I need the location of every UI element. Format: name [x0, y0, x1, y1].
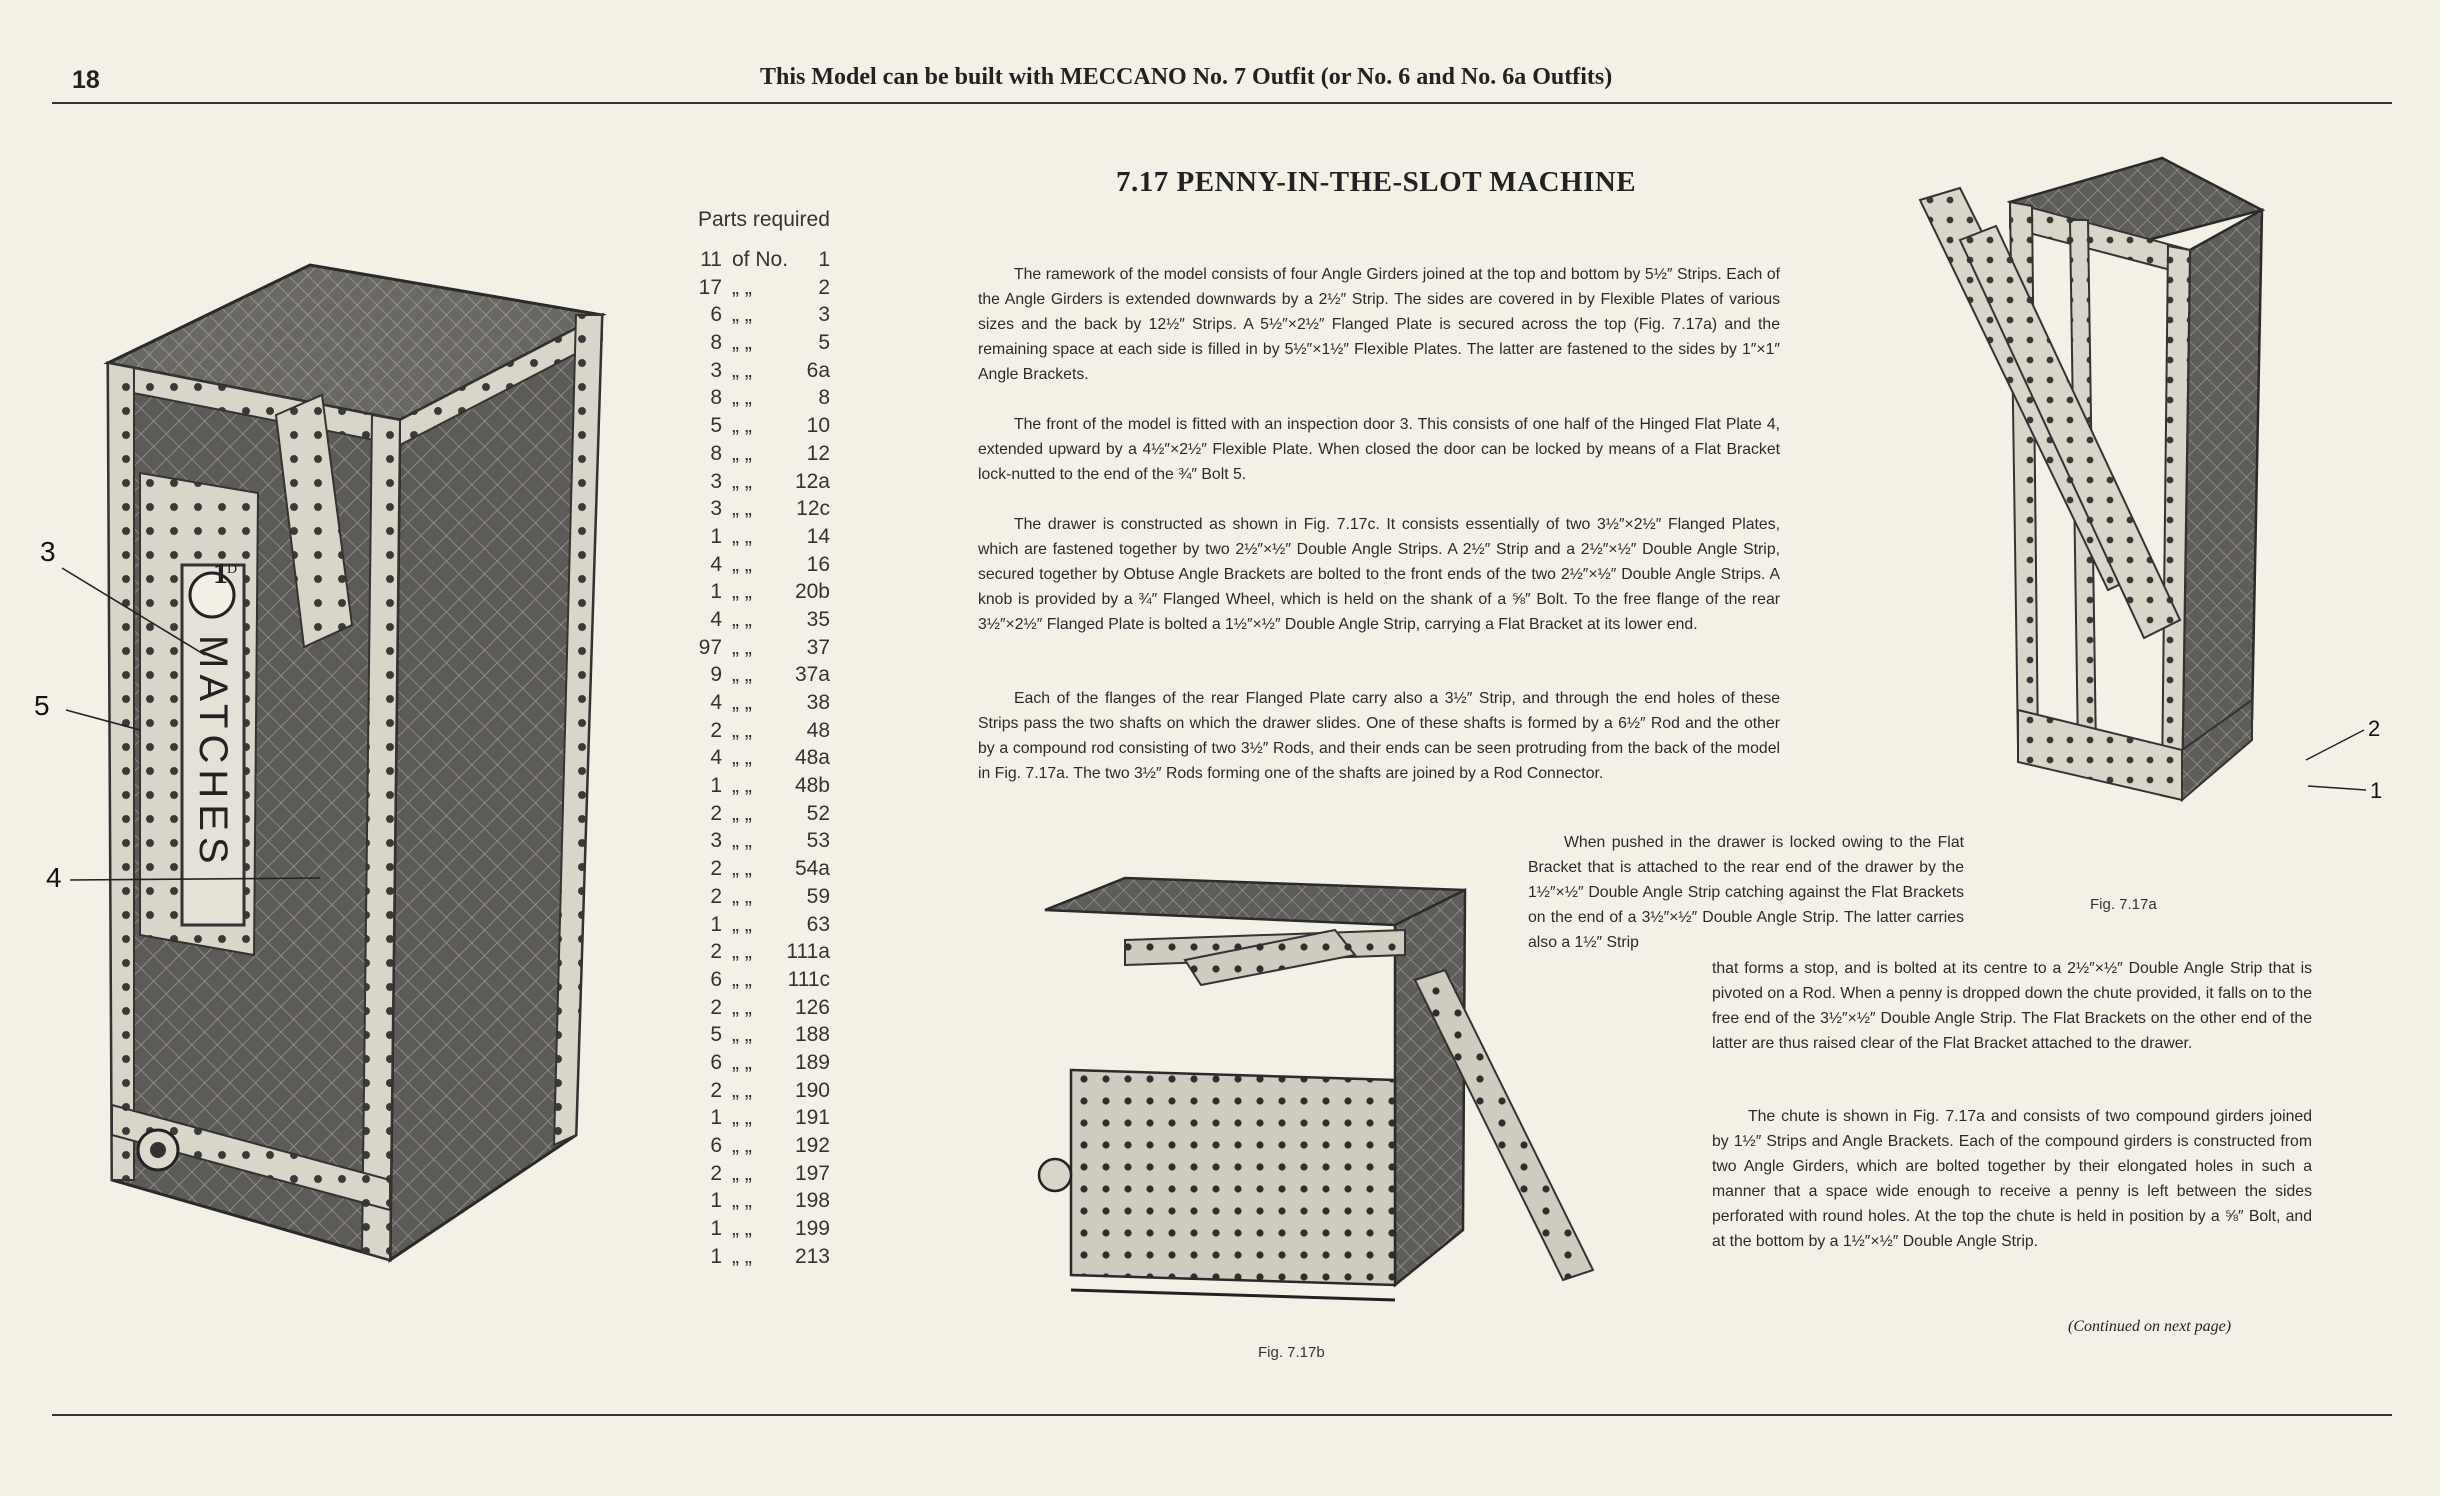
parts-of: „ „	[732, 303, 752, 327]
parts-row	[690, 606, 846, 634]
parts-qty: 6	[710, 1134, 722, 1157]
parts-number: 37	[806, 635, 830, 659]
sign-price-sup: D	[227, 562, 238, 577]
parts-of: „ „	[732, 331, 752, 355]
parts-qty: 2	[710, 718, 722, 742]
parts-qty: 3	[710, 497, 722, 521]
fig-a-leaders	[2300, 726, 2380, 796]
parts-of: „ „	[732, 441, 752, 465]
parts-row	[690, 1243, 846, 1271]
parts-of: „ „	[732, 801, 752, 825]
caption-fig-7-17a: Fig. 7.17a	[2090, 896, 2157, 913]
paragraph-drawer: The drawer is constructed as shown in Fig. 7.17c. It consists essentially of two 3½″×2½″ Flanged Plates, which are fastened together by two 2½″×½″ Double Angle Strips. A 2½″ Strip and a 2½″×½″ Double Angle Strip, secured together by Obtuse Angle Brackets are bolted to the front ends of the two 2½″×½″ Double Angle Strips. A knob is provided by a ¾″ Flanged Wheel, which is held on the shank of a ⅝″ Bolt. To the free flange of the rear 3½″×2½″ Flanged Plate is bolted a 1½″×½″ Double Angle Strip, carrying a Flat Bracket at its lower end.	[978, 516, 1780, 633]
parts-number: 2	[818, 275, 830, 299]
parts-row	[690, 329, 846, 357]
parts-of: „ „	[732, 635, 752, 659]
parts-qty: 3	[710, 358, 722, 382]
parts-number: 189	[794, 1050, 830, 1074]
parts-number: 14	[806, 524, 830, 548]
parts-of: „ „	[732, 691, 752, 714]
parts-of: „ „	[732, 746, 752, 770]
parts-of: „ „	[732, 1078, 752, 1102]
parts-number: 54a	[794, 857, 830, 881]
parts-qty: 2	[710, 940, 722, 964]
running-title: This Model can be built with MECCANO No. 7 Outfit (or No. 6 and No. 6a Outfits)	[760, 64, 1613, 90]
parts-row	[690, 1160, 846, 1188]
paragraph-front-door: The front of the model is fitted with an inspection door 3. This consists of one half of the Hinged Flat Plate 4, extended upward by a 4½″×2½″ Flexible Plate. When closed the door can be locked by means of a Flat Bracket lock-nutted to the end of the ¾″ Bolt 5.	[978, 416, 1780, 483]
paragraph-locking-b: that forms a stop, and is bolted at its centre to a 2½″×½″ Double Angle Strip that is pivoted on a Rod. When a penny is dropped down the chute provided, it falls on to the free end of the 3½″×½″ Double Angle Strip. The Flat Brackets on the other end of the latter are thus raised clear of the Flat Bracket attached to the drawer.	[1712, 960, 2312, 1052]
callout-5: 5	[34, 690, 50, 721]
parts-row	[690, 274, 846, 302]
parts-number: 63	[806, 912, 830, 936]
parts-number: 199	[794, 1217, 830, 1241]
parts-row	[690, 1104, 846, 1132]
parts-of: „ „	[732, 1244, 752, 1268]
parts-of: „ „	[732, 1106, 752, 1130]
parts-of: „ „	[732, 940, 752, 964]
paragraph-chute: The chute is shown in Fig. 7.17a and consists of two compound girders joined by 1½″ Strips and Angle Brackets. Each of the compound girders is constructed from two Angle Girders, which are bolted together by their elongated holes in such a manner that a space wide enough to receive a penny is left between the sides perforated with round holes. At the top the chute is held in position by a ⅝″ Bolt, and at the bottom by a 1½″×½″ Double Angle Strip.	[1712, 1108, 2312, 1250]
parts-of: „ „	[732, 552, 752, 576]
parts-of: „ „	[732, 414, 752, 438]
parts-qty: 8	[710, 441, 722, 465]
parts-number: 53	[806, 829, 830, 853]
parts-row	[690, 938, 846, 966]
paragraph-framework: The ramework of the model consists of four Angle Girders joined at the top and bottom by 5½″ Strips. Each of the Angle Girders is extended downwards by a 2½″ Strip. The sides are covered in by Flexible Plates of various sizes and the back by 12½″ Strips. A 5½″×2½″ Flanged Plate is secured across the top (Fig. 7.17a) and the remaining space at each side is filled in by 5½″×1½″ Flexible Plates. The latter are fastened to the sides by 1″×1″ Angle Brackets.	[978, 266, 1780, 383]
parts-number: 3	[818, 303, 830, 327]
parts-qty: 1	[710, 580, 722, 604]
page-number: 18	[72, 66, 100, 94]
parts-qty: 6	[710, 1050, 722, 1074]
parts-qty: 8	[710, 331, 722, 355]
parts-number: 48a	[794, 746, 830, 770]
parts-number: 12c	[796, 497, 830, 521]
parts-number: 20b	[794, 580, 830, 604]
parts-heading: Parts required	[698, 208, 830, 231]
parts-number: 191	[794, 1106, 830, 1130]
parts-qty: 1	[710, 1106, 722, 1130]
parts-number: 12a	[794, 469, 830, 493]
parts-row	[690, 357, 846, 385]
parts-number: 188	[794, 1023, 830, 1047]
parts-list	[690, 246, 846, 1270]
parts-qty: 1	[710, 1217, 722, 1241]
parts-qty: 1	[710, 1189, 722, 1213]
parts-of: „ „	[732, 857, 752, 881]
parts-row	[690, 883, 846, 911]
parts-of: „ „	[732, 1217, 752, 1241]
parts-row	[690, 800, 846, 828]
parts-qty: 2	[710, 1161, 722, 1185]
parts-number: 10	[806, 414, 830, 438]
parts-of: „ „	[732, 1161, 752, 1185]
caption-fig-7-17b: Fig. 7.17b	[1258, 1344, 1325, 1361]
parts-number: 37a	[794, 663, 830, 687]
parts-row	[690, 384, 846, 412]
parts-qty: 2	[710, 995, 722, 1019]
parts-row	[690, 772, 846, 800]
parts-of: „ „	[732, 718, 752, 742]
parts-number: 59	[806, 884, 830, 908]
parts-row	[690, 827, 846, 855]
parts-number: 192	[794, 1134, 830, 1157]
paragraph-flanges: Each of the flanges of the rear Flanged Plate carry also a 3½″ Strip, and through the end holes of these Strips pass the two shafts on which the drawer slides. One of these shafts is formed by a 6½″ Rod and the other by a compound rod consisting of two 3½″ Rods, and their ends can be seen protruding from the back of the model in Fig. 7.17a. The two 3½″ Rods forming one of the shafts are joined by a Rod Connector.	[978, 690, 1780, 782]
parts-number: 6a	[806, 358, 830, 382]
sign-price: 1	[213, 557, 228, 590]
parts-qty: 3	[710, 469, 722, 493]
parts-of: „ „	[732, 995, 752, 1019]
callout-3: 3	[40, 536, 56, 567]
parts-qty: 17	[698, 275, 722, 299]
parts-row	[690, 1049, 846, 1077]
parts-number: 213	[794, 1244, 830, 1268]
parts-number: 1	[818, 248, 830, 271]
parts-qty: 1	[710, 1244, 722, 1268]
continued-note: (Continued on next page)	[2068, 1318, 2232, 1335]
parts-qty: 5	[710, 1023, 722, 1047]
parts-row	[690, 717, 846, 745]
page-title: 7.17 PENNY-IN-THE-SLOT MACHINE	[1116, 166, 1637, 198]
parts-number: 190	[794, 1078, 830, 1102]
parts-qty: 4	[710, 552, 722, 576]
parts-qty: 11	[700, 248, 722, 271]
parts-row	[690, 1187, 846, 1215]
parts-row	[690, 994, 846, 1022]
parts-of: „ „	[732, 884, 752, 908]
parts-qty: 4	[710, 607, 722, 631]
parts-row	[690, 578, 846, 606]
callout-leaders	[40, 540, 340, 900]
parts-qty: 4	[710, 691, 722, 714]
parts-row	[690, 911, 846, 939]
parts-of: „ „	[732, 1189, 752, 1213]
parts-of: of No.	[732, 248, 789, 271]
parts-of: „ „	[732, 663, 752, 687]
parts-qty: 6	[710, 303, 722, 327]
callout-1: 1	[2370, 778, 2383, 803]
parts-qty: 8	[710, 386, 722, 410]
parts-number: 48	[806, 718, 830, 742]
parts-row	[690, 855, 846, 883]
parts-qty: 3	[710, 829, 722, 853]
callout-4: 4	[46, 862, 62, 893]
parts-of: „ „	[732, 580, 752, 604]
fig-7-17a-illustration	[1900, 150, 2360, 850]
footer-rule	[52, 1414, 2392, 1416]
parts-of: „ „	[732, 774, 752, 798]
parts-qty: 5	[710, 414, 722, 438]
parts-of: „ „	[732, 469, 752, 493]
parts-number: 35	[806, 607, 830, 631]
parts-row	[690, 689, 846, 717]
parts-qty: 1	[710, 524, 722, 548]
parts-of: „ „	[732, 829, 752, 853]
parts-qty: 1	[710, 774, 722, 798]
sign-matches-text: MATCHES	[191, 635, 235, 870]
parts-row	[690, 523, 846, 551]
parts-row	[690, 468, 846, 496]
parts-number: 38	[806, 691, 830, 714]
parts-number: 126	[794, 995, 830, 1019]
header-rule	[52, 102, 2392, 104]
parts-row	[690, 634, 846, 662]
parts-row	[690, 744, 846, 772]
parts-row	[690, 551, 846, 579]
parts-of: „ „	[732, 1023, 752, 1047]
parts-of: „ „	[732, 1050, 752, 1074]
parts-row	[690, 440, 846, 468]
parts-number: 52	[806, 801, 830, 825]
parts-qty: 2	[710, 1078, 722, 1102]
parts-qty: 2	[710, 884, 722, 908]
parts-number: 111a	[786, 940, 830, 964]
parts-qty: 9	[710, 663, 722, 687]
parts-qty: 1	[710, 912, 722, 936]
parts-of: „ „	[732, 386, 752, 410]
parts-number: 5	[818, 331, 830, 355]
parts-of: „ „	[732, 912, 752, 936]
parts-row	[690, 246, 846, 274]
parts-of: „ „	[732, 607, 752, 631]
parts-number: 8	[818, 386, 830, 410]
parts-qty: 6	[710, 967, 722, 991]
parts-number: 111c	[787, 967, 830, 991]
parts-row	[690, 661, 846, 689]
parts-row	[690, 301, 846, 329]
parts-row	[690, 1215, 846, 1243]
parts-of: „ „	[732, 524, 752, 548]
parts-number: 197	[794, 1161, 830, 1185]
parts-number: 48b	[794, 774, 830, 798]
parts-qty: 4	[710, 746, 722, 770]
parts-row	[690, 1132, 846, 1160]
parts-of: „ „	[732, 1134, 752, 1157]
parts-number: 198	[794, 1189, 830, 1213]
parts-qty: 2	[710, 857, 722, 881]
parts-qty: 2	[710, 801, 722, 825]
parts-row	[690, 495, 846, 523]
callout-2: 2	[2368, 716, 2381, 741]
parts-of: „ „	[732, 275, 752, 299]
parts-row	[690, 412, 846, 440]
parts-of: „ „	[732, 967, 752, 991]
parts-number: 16	[806, 552, 830, 576]
parts-row	[690, 1021, 846, 1049]
parts-of: „ „	[732, 358, 752, 382]
paragraph-locking-a: When pushed in the drawer is locked owing to the Flat Bracket that is attached to the rear end of the drawer by the 1½″×½″ Double Angle Strip catching against the Flat Brackets on the end of a 3½″×½″ Double Angle Strip. The latter carries also a 1½″ Strip	[1528, 834, 1964, 951]
fig-7-17b-illustration	[985, 870, 1605, 1330]
parts-of: „ „	[732, 497, 752, 521]
parts-qty: 97	[698, 635, 722, 659]
parts-row	[690, 966, 846, 994]
parts-number: 12	[806, 441, 830, 465]
parts-row	[690, 1077, 846, 1105]
